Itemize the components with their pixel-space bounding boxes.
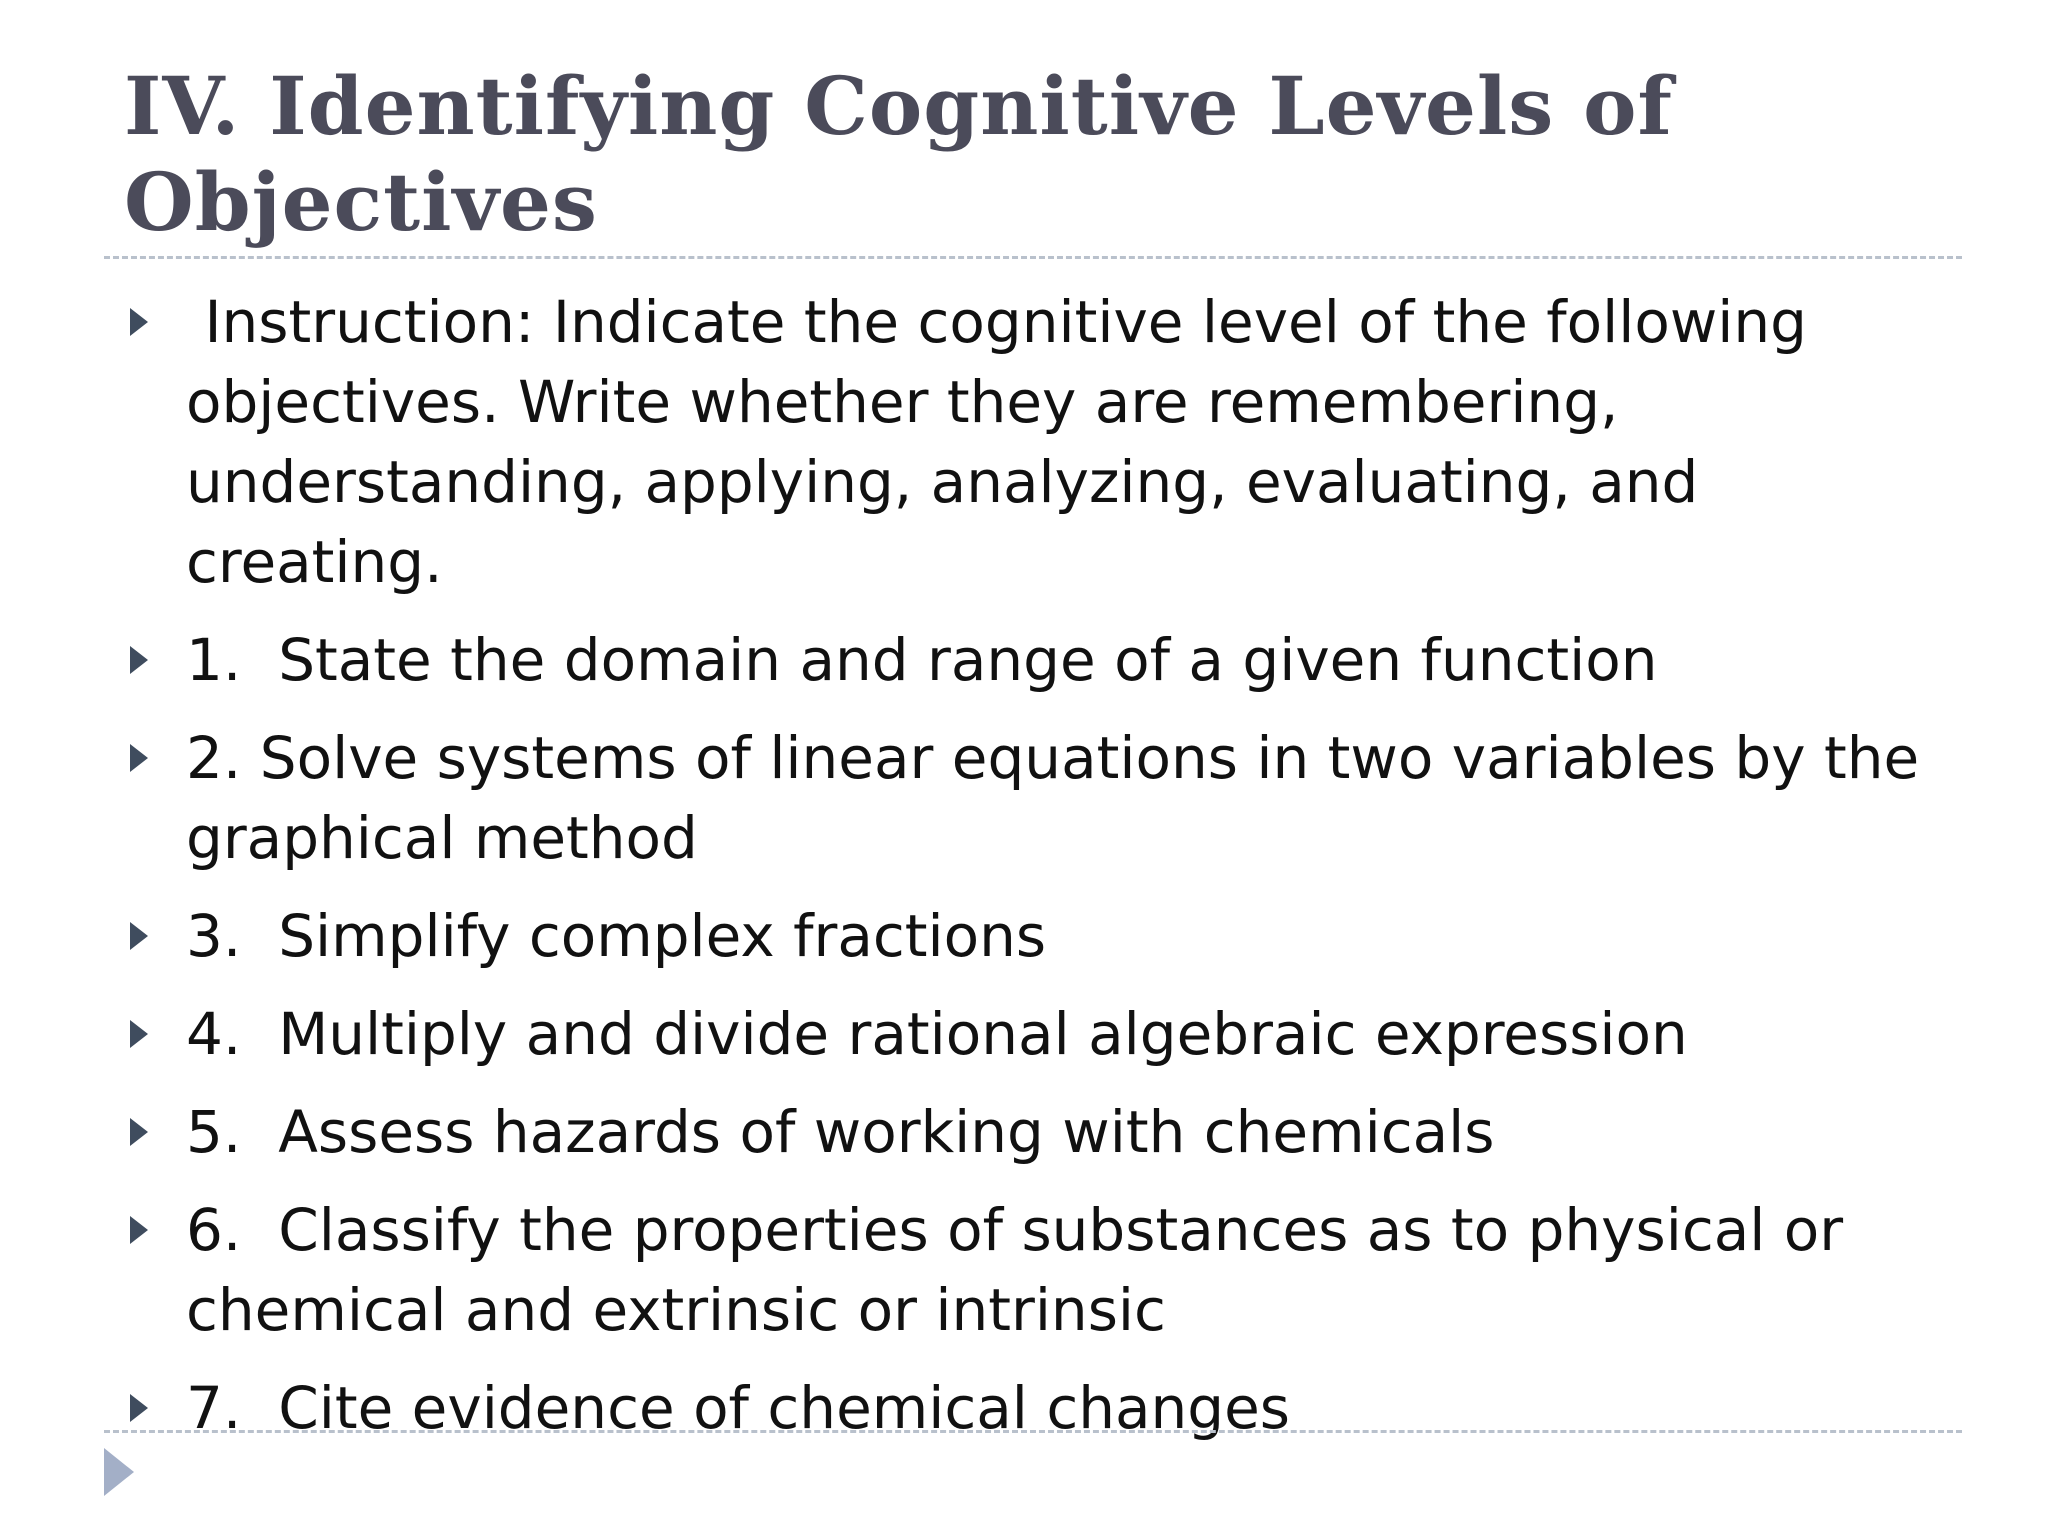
bullet-text: Instruction: Indicate the cognitive level of the following objectives. Write whether they are remembering, understanding, applying, analyzing, evaluating, and creating. [186,288,1826,596]
triangle-bullet-icon [130,308,148,336]
bullet-text: 7. Cite evidence of chemical changes [186,1374,1291,1442]
triangle-bullet-icon [130,646,148,674]
triangle-bullet-icon [130,1118,148,1146]
bullet-objective-2 [124,718,1964,878]
triangle-bullet-icon [130,1020,148,1048]
bullet-objective-6 [124,1190,1964,1350]
bullet-text: 1. State the domain and range of a given function [186,626,1658,694]
bottom-divider [104,1430,1962,1433]
triangle-bullet-icon [130,744,148,772]
bullet-text: 5. Assess hazards of working with chemicals [186,1098,1495,1166]
triangle-bullet-icon [130,1394,148,1422]
bullet-text: 2. Solve systems of linear equations in two variables by the graphical method [186,724,1938,872]
bullet-text: 6. Classify the properties of substances as to physical or chemical and extrinsic or intrinsic [186,1196,1862,1344]
bullet-objective-4 [124,994,1964,1074]
bullet-objective-7 [124,1368,1964,1448]
bullet-text: 3. Simplify complex fractions [186,902,1047,970]
bullet-objective-5 [124,1092,1964,1172]
bullet-text: 4. Multiply and divide rational algebraic expression [186,1000,1688,1068]
bullet-list [124,282,1964,1466]
bullet-instruction [124,282,1964,602]
triangle-bullet-icon [130,1216,148,1244]
slide-title: IV. Identifying Cognitive Levels of Objectives [124,59,1673,249]
bullet-objective-3 [124,896,1964,976]
top-divider [104,256,1962,259]
triangle-nav-icon [104,1448,134,1496]
triangle-bullet-icon [130,922,148,950]
bullet-objective-1 [124,620,1964,700]
